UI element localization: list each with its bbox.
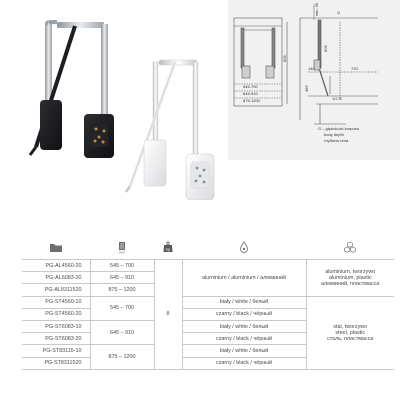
height-range: 545 – 700 — [90, 296, 154, 320]
load-capacity: 8 — [154, 260, 182, 370]
material-steel — [306, 296, 394, 369]
dim-605-side: 605 — [323, 45, 328, 52]
height-range: 875 – 1200 — [90, 284, 154, 296]
height-range: 875 – 1200 — [90, 345, 154, 369]
header-unit: mm — [119, 250, 125, 254]
color-drop-icon — [238, 241, 250, 253]
side-view — [300, 18, 378, 124]
spec-header-row — [22, 237, 394, 260]
product-photos-svg — [0, 0, 228, 200]
product-code: PG-ST6083-20 — [22, 333, 90, 345]
product-code: PG-ST83115-10 — [22, 345, 90, 357]
height-ruler-icon — [117, 241, 127, 254]
product-lift-white — [126, 60, 214, 200]
header-load — [154, 237, 182, 260]
dim-140: 140 — [308, 66, 315, 71]
material-line: steel, plastic — [335, 329, 366, 336]
header-load-unit: kg — [166, 247, 170, 252]
dim-half-g: 1/2 G — [332, 96, 342, 101]
technical-drawing-panel — [228, 0, 400, 160]
product-code: PG-AL8311520 — [22, 284, 90, 296]
material-line: сталь, пластмасса — [327, 335, 374, 342]
dim-range-2: 645-910 — [243, 91, 258, 96]
color-black: czarny / black / чёрный — [182, 333, 306, 345]
color-white: biały / white / белый — [182, 296, 306, 308]
dim-range-1: 545-700 — [243, 84, 258, 89]
header-code — [22, 237, 90, 260]
height-range: 645 – 910 — [90, 320, 154, 344]
height-range: 645 – 910 — [90, 272, 154, 284]
material-line: алюминий, пластмасса — [321, 280, 380, 287]
material-line: aluminium, tworzywo — [325, 268, 376, 275]
color-aluminium: aluminium / aluminium / алюминий — [182, 260, 306, 297]
color-black: czarny / black / чёрный — [182, 357, 306, 369]
header-color — [182, 237, 306, 260]
header-material — [306, 237, 394, 260]
material-line: aluminium, plastic — [328, 274, 372, 281]
table-row — [22, 296, 394, 308]
front-view — [234, 18, 287, 106]
weight-icon — [163, 241, 173, 253]
product-photos — [0, 0, 228, 200]
table-row — [22, 260, 394, 272]
product-code: PG-AL4560-20 — [22, 260, 90, 272]
product-code: PG-AL6083-20 — [22, 272, 90, 284]
color-black: czarny / black / чёрный — [182, 308, 306, 320]
dim-720: 720 — [351, 66, 358, 71]
material-aluminium — [306, 260, 394, 297]
technical-drawing — [228, 0, 400, 160]
color-white: biały / white / белый — [182, 320, 306, 332]
material-line: stal, tworzywo — [333, 323, 368, 330]
height-range: 545 – 700 — [90, 260, 154, 272]
dim-605-front: 605 — [282, 55, 287, 62]
spec-table — [22, 237, 394, 370]
header-range — [90, 237, 154, 260]
legend-line-1: G – głębokość korpusu — [318, 126, 359, 131]
folder-icon — [49, 242, 63, 253]
legend-line-3: глубина тела — [324, 138, 349, 143]
color-white: biały / white / белый — [182, 345, 306, 357]
dim-g-top: G — [337, 10, 341, 15]
product-code: PG-ST6083-10 — [22, 320, 90, 332]
dim-465: 465 — [304, 85, 309, 92]
dim-range-3: 875-1200 — [243, 98, 260, 103]
legend-line-2: body depth — [324, 132, 344, 137]
dim-min30: min. 30 — [314, 2, 319, 16]
material-cubes-icon — [343, 241, 357, 253]
product-code: PG-ST8311520 — [22, 357, 90, 369]
product-code: PG-ST4560-10 — [22, 296, 90, 308]
product-lift-black — [30, 22, 114, 158]
product-code: PG-ST4560-20 — [22, 308, 90, 320]
